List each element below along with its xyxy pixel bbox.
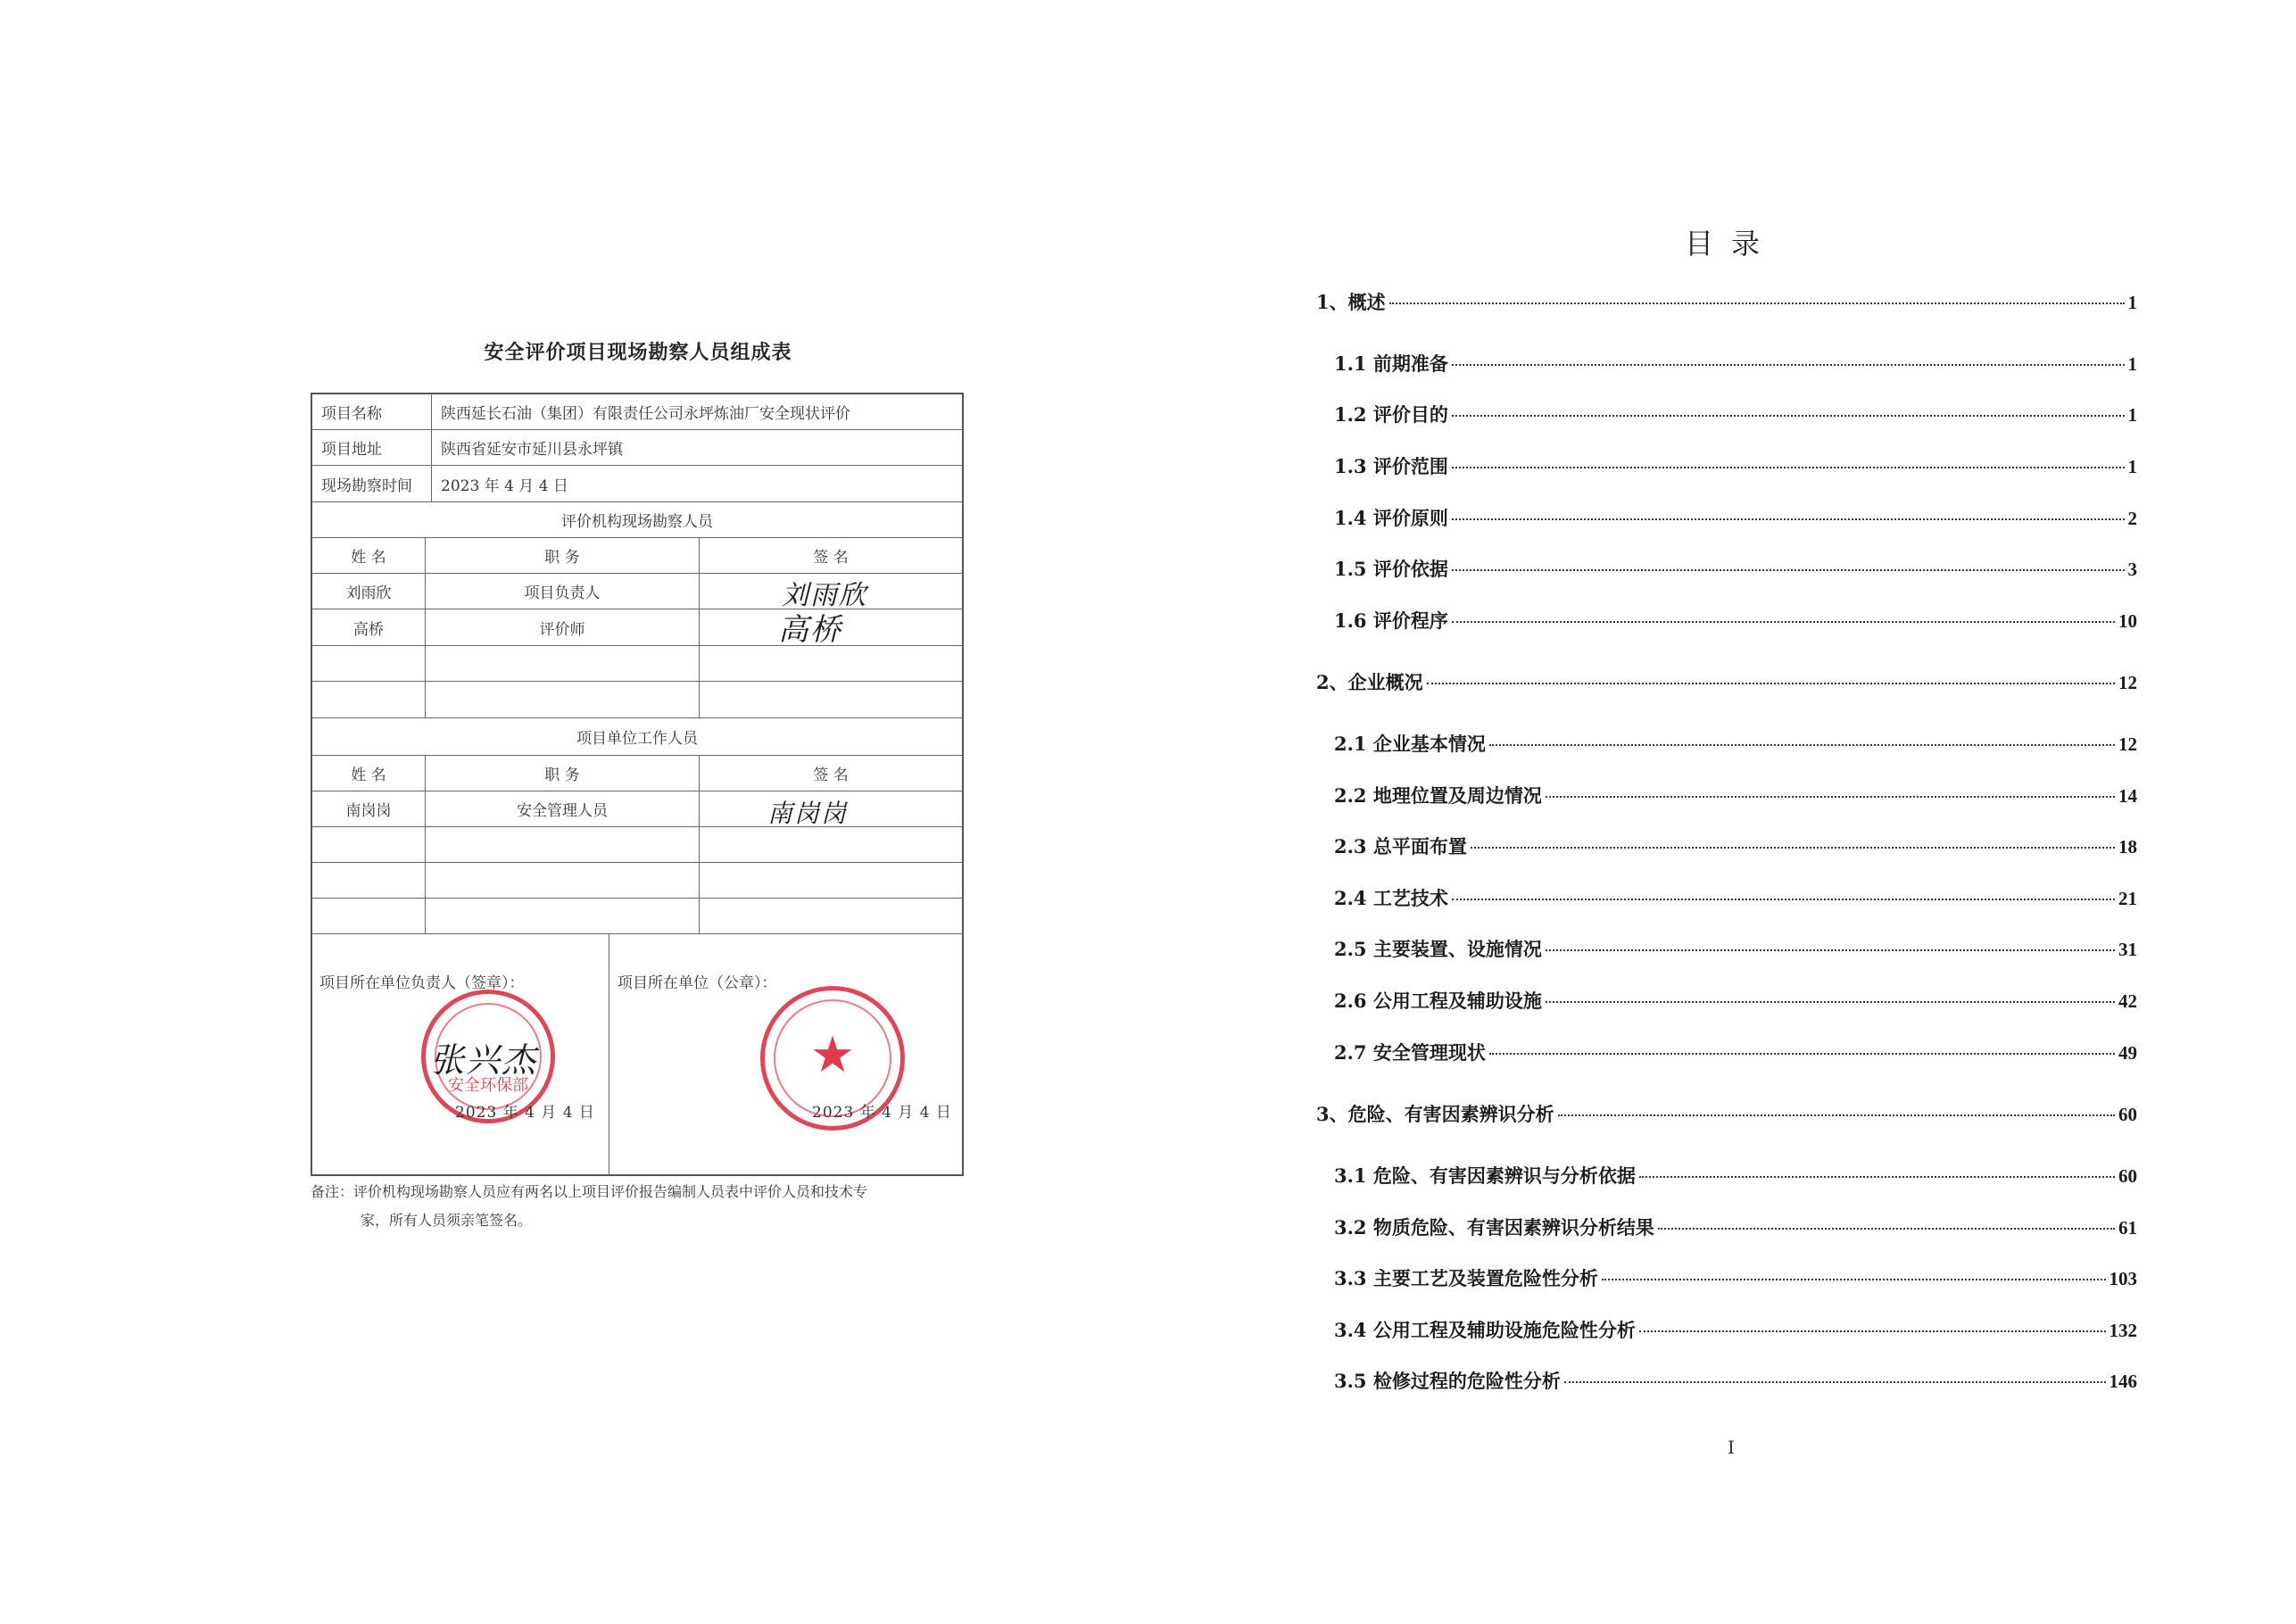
leader-signature: 张兴杰 bbox=[430, 1040, 538, 1080]
toc-entry-label: 2.4 工艺技术 bbox=[1334, 887, 1448, 909]
unit-seal-date: 2023 年 4 月 4 日 bbox=[812, 1104, 952, 1122]
toc-entry-page: 18 bbox=[2118, 836, 2137, 858]
empty-cell bbox=[312, 682, 426, 717]
empty-cell bbox=[426, 899, 700, 933]
toc-entry-page: 12 bbox=[2118, 733, 2137, 755]
toc-entry-page: 10 bbox=[2118, 610, 2137, 632]
empty-cell bbox=[426, 827, 700, 862]
toc-entry[interactable] bbox=[1334, 1367, 2137, 1394]
table-row bbox=[312, 646, 962, 682]
survey-table-title: 安全评价项目现场勘察人员组成表 bbox=[484, 341, 792, 364]
table-row bbox=[312, 863, 962, 899]
toc-entry[interactable] bbox=[1334, 504, 2137, 531]
toc-leader-dots bbox=[1452, 518, 2125, 520]
project-name-value: 陕西延长石油（集团）有限责任公司永坪炼油厂安全现状评价 bbox=[441, 405, 850, 423]
toc-entry[interactable] bbox=[1334, 1214, 2137, 1240]
toc-leader-dots bbox=[1546, 1001, 2115, 1003]
leader-sign-date: 2023 年 4 月 4 日 bbox=[455, 1104, 595, 1122]
toc-leader-dots bbox=[1452, 621, 2115, 623]
toc-entry-page: 14 bbox=[2118, 785, 2137, 807]
toc-leader-dots bbox=[1489, 1053, 2115, 1055]
toc-entry-page: 12 bbox=[2118, 672, 2137, 693]
agency-section-heading-row bbox=[312, 502, 962, 538]
approval-area bbox=[312, 934, 962, 1174]
toc-entry-label: 1.5 评价依据 bbox=[1334, 558, 1448, 580]
table-row bbox=[312, 682, 962, 718]
toc-leader-dots bbox=[1471, 847, 2115, 849]
empty-cell bbox=[700, 899, 962, 933]
empty-cell bbox=[426, 682, 700, 717]
table-row bbox=[312, 791, 962, 827]
agency-person-name: 高桥 bbox=[312, 609, 426, 645]
toc-leader-dots bbox=[1452, 415, 2125, 417]
table-row bbox=[312, 899, 962, 934]
toc-entry[interactable] bbox=[1334, 1316, 2137, 1343]
toc-title: 目录 bbox=[1684, 227, 1778, 261]
unit-col-name: 姓 名 bbox=[312, 756, 426, 791]
survey-time-label: 现场勘察时间 bbox=[312, 466, 432, 501]
toc-leader-dots bbox=[1452, 467, 2125, 468]
toc-entry-label: 2.2 地理位置及周边情况 bbox=[1334, 784, 1542, 807]
toc-entry-label: 2.7 安全管理现状 bbox=[1334, 1041, 1486, 1064]
project-address-value: 陕西省延安市延川县永坪镇 bbox=[441, 441, 623, 459]
toc-entry-label: 2.6 公用工程及辅助设施 bbox=[1334, 990, 1542, 1012]
toc-entry[interactable] bbox=[1334, 401, 2137, 427]
department-seal-text: 安全环保部 bbox=[448, 1076, 528, 1095]
survey-time-value: 2023 年 4 月 4 日 bbox=[441, 476, 568, 495]
toc-leader-dots bbox=[1452, 899, 2115, 900]
toc-leader-dots bbox=[1639, 1330, 2106, 1332]
toc-entry[interactable] bbox=[1334, 452, 2137, 479]
survey-time-row bbox=[312, 466, 962, 502]
unit-section-heading-row bbox=[312, 718, 962, 756]
toc-entry-page: 60 bbox=[2118, 1165, 2137, 1187]
toc-entry[interactable] bbox=[1334, 1162, 2137, 1189]
toc-leader-dots bbox=[1546, 796, 2115, 798]
table-row bbox=[312, 609, 962, 646]
toc-leader-dots bbox=[1452, 364, 2125, 366]
project-name-row bbox=[312, 394, 962, 430]
toc-entry-label: 3.1 危险、有害因素辨识与分析依据 bbox=[1334, 1164, 1636, 1187]
project-name-label: 项目名称 bbox=[312, 394, 432, 429]
empty-cell bbox=[312, 827, 426, 862]
toc-entry-page: 132 bbox=[2109, 1320, 2137, 1341]
toc-leader-dots bbox=[1427, 683, 2115, 684]
toc-entry-label: 1.1 前期准备 bbox=[1334, 352, 1448, 375]
toc-entry-page: 1 bbox=[2127, 292, 2137, 313]
leader-sign-label: 项目所在单位负责人（签章）： bbox=[319, 974, 525, 992]
agency-section-heading: 评价机构现场勘察人员 bbox=[561, 513, 713, 531]
toc-entry[interactable] bbox=[1334, 1039, 2137, 1065]
empty-cell bbox=[426, 863, 700, 898]
toc-entry-page: 42 bbox=[2118, 990, 2137, 1012]
toc-entry-page: 2 bbox=[2127, 508, 2137, 529]
toc-entry-page: 61 bbox=[2118, 1217, 2137, 1239]
toc-entry-page: 146 bbox=[2109, 1371, 2137, 1392]
toc-entry-page: 60 bbox=[2118, 1104, 2137, 1125]
empty-cell bbox=[700, 863, 962, 898]
footnote-line-2: 家，所有人员须亲笔签名。 bbox=[361, 1212, 533, 1229]
empty-cell bbox=[700, 646, 962, 681]
unit-col-role: 职 务 bbox=[426, 756, 700, 791]
toc-leader-dots bbox=[1602, 1279, 2106, 1280]
agency-header-row bbox=[312, 538, 962, 574]
toc-entry-label: 2、企业概况 bbox=[1316, 671, 1423, 693]
empty-cell bbox=[426, 646, 700, 681]
table-row bbox=[312, 827, 962, 863]
toc-entry[interactable] bbox=[1334, 782, 2137, 808]
project-address-label: 项目地址 bbox=[312, 430, 432, 465]
toc-entry[interactable] bbox=[1316, 288, 2137, 315]
toc-leader-dots bbox=[1546, 949, 2115, 951]
agency-col-role: 职 务 bbox=[426, 538, 700, 573]
toc-entry[interactable] bbox=[1334, 1264, 2137, 1291]
toc-entry-label: 3、危险、有害因素辨识分析 bbox=[1316, 1103, 1554, 1125]
toc-entry[interactable] bbox=[1316, 668, 2137, 695]
agency-person-role: 评价师 bbox=[426, 609, 700, 645]
footnote bbox=[311, 1178, 971, 1235]
toc-entry-page: 21 bbox=[2118, 888, 2137, 909]
agency-person-name: 刘雨欣 bbox=[312, 574, 426, 609]
signature-nan: 南岗岗 bbox=[767, 799, 849, 828]
toc-entry-label: 1.4 评价原则 bbox=[1334, 507, 1448, 529]
toc-entry-label: 2.5 主要装置、设施情况 bbox=[1334, 938, 1542, 960]
toc-entry-label: 2.3 总平面布置 bbox=[1334, 835, 1467, 858]
agency-col-name: 姓 名 bbox=[312, 538, 426, 573]
toc-entry-label: 3.3 主要工艺及装置危险性分析 bbox=[1334, 1267, 1598, 1289]
toc-entry[interactable] bbox=[1334, 833, 2137, 859]
toc-entry-label: 3.5 检修过程的危险性分析 bbox=[1334, 1370, 1561, 1392]
page-number: I bbox=[1728, 1437, 1735, 1458]
empty-cell bbox=[312, 646, 426, 681]
empty-cell bbox=[700, 827, 962, 862]
unit-seal-label: 项目所在单位（公章）： bbox=[618, 974, 777, 992]
toc-leader-dots bbox=[1639, 1176, 2115, 1178]
unit-header-row bbox=[312, 756, 962, 791]
signature-liu: 刘雨欣 bbox=[782, 580, 867, 611]
toc-entry-page: 49 bbox=[2118, 1042, 2137, 1064]
toc-leader-dots bbox=[1489, 744, 2115, 746]
agency-person-role: 项目负责人 bbox=[426, 574, 700, 609]
agency-col-sign: 签 名 bbox=[813, 549, 849, 567]
toc-leader-dots bbox=[1658, 1228, 2115, 1230]
toc-entry[interactable] bbox=[1334, 884, 2137, 911]
unit-person-name: 南岗岗 bbox=[312, 791, 426, 826]
empty-cell bbox=[312, 863, 426, 898]
toc-entry-label: 1.2 评价目的 bbox=[1334, 403, 1448, 426]
toc-leader-dots bbox=[1558, 1114, 2115, 1116]
toc-leader-dots bbox=[1564, 1381, 2106, 1383]
toc-entry-label: 2.1 企业基本情况 bbox=[1334, 733, 1486, 755]
toc-entry-page: 1 bbox=[2127, 456, 2137, 477]
toc-entry-label: 1.6 评价程序 bbox=[1334, 609, 1448, 632]
unit-person-role: 安全管理人员 bbox=[426, 791, 700, 826]
toc-entry[interactable] bbox=[1334, 935, 2137, 962]
toc-entry[interactable] bbox=[1334, 350, 2137, 377]
toc-entry-page: 31 bbox=[2118, 939, 2137, 960]
unit-col-sign: 签 名 bbox=[813, 766, 849, 784]
toc-entry-page: 1 bbox=[2127, 353, 2137, 375]
toc-entry[interactable] bbox=[1334, 555, 2137, 582]
signature-gao: 高桥 bbox=[778, 612, 842, 648]
empty-cell bbox=[700, 682, 962, 717]
toc-entry-label: 3.4 公用工程及辅助设施危险性分析 bbox=[1334, 1319, 1636, 1341]
footnote-line-1: 备注：评价机构现场勘察人员应有两名以上项目评价报告编制人员表中评价人员和技术专 bbox=[311, 1183, 868, 1200]
toc-entry[interactable] bbox=[1316, 1100, 2137, 1127]
survey-personnel-table bbox=[311, 393, 964, 1176]
toc-entry[interactable] bbox=[1334, 730, 2137, 757]
toc-entry-label: 1.3 评价范围 bbox=[1334, 455, 1448, 477]
empty-cell bbox=[312, 899, 426, 933]
project-address-row bbox=[312, 430, 962, 466]
toc-entry-label: 1、概述 bbox=[1316, 291, 1386, 313]
toc-entry[interactable] bbox=[1334, 607, 2137, 634]
toc-entry[interactable] bbox=[1334, 987, 2137, 1014]
unit-section-heading: 项目单位工作人员 bbox=[576, 730, 698, 748]
toc-entry-page: 103 bbox=[2109, 1268, 2137, 1289]
toc-entry-page: 3 bbox=[2127, 559, 2137, 580]
toc-entry-label: 3.2 物质危险、有害因素辨识分析结果 bbox=[1334, 1216, 1654, 1239]
toc-leader-dots bbox=[1389, 302, 2125, 304]
toc-entry-page: 1 bbox=[2127, 404, 2137, 426]
toc-leader-dots bbox=[1452, 569, 2125, 571]
seal-star-icon: ★ bbox=[809, 1025, 856, 1084]
